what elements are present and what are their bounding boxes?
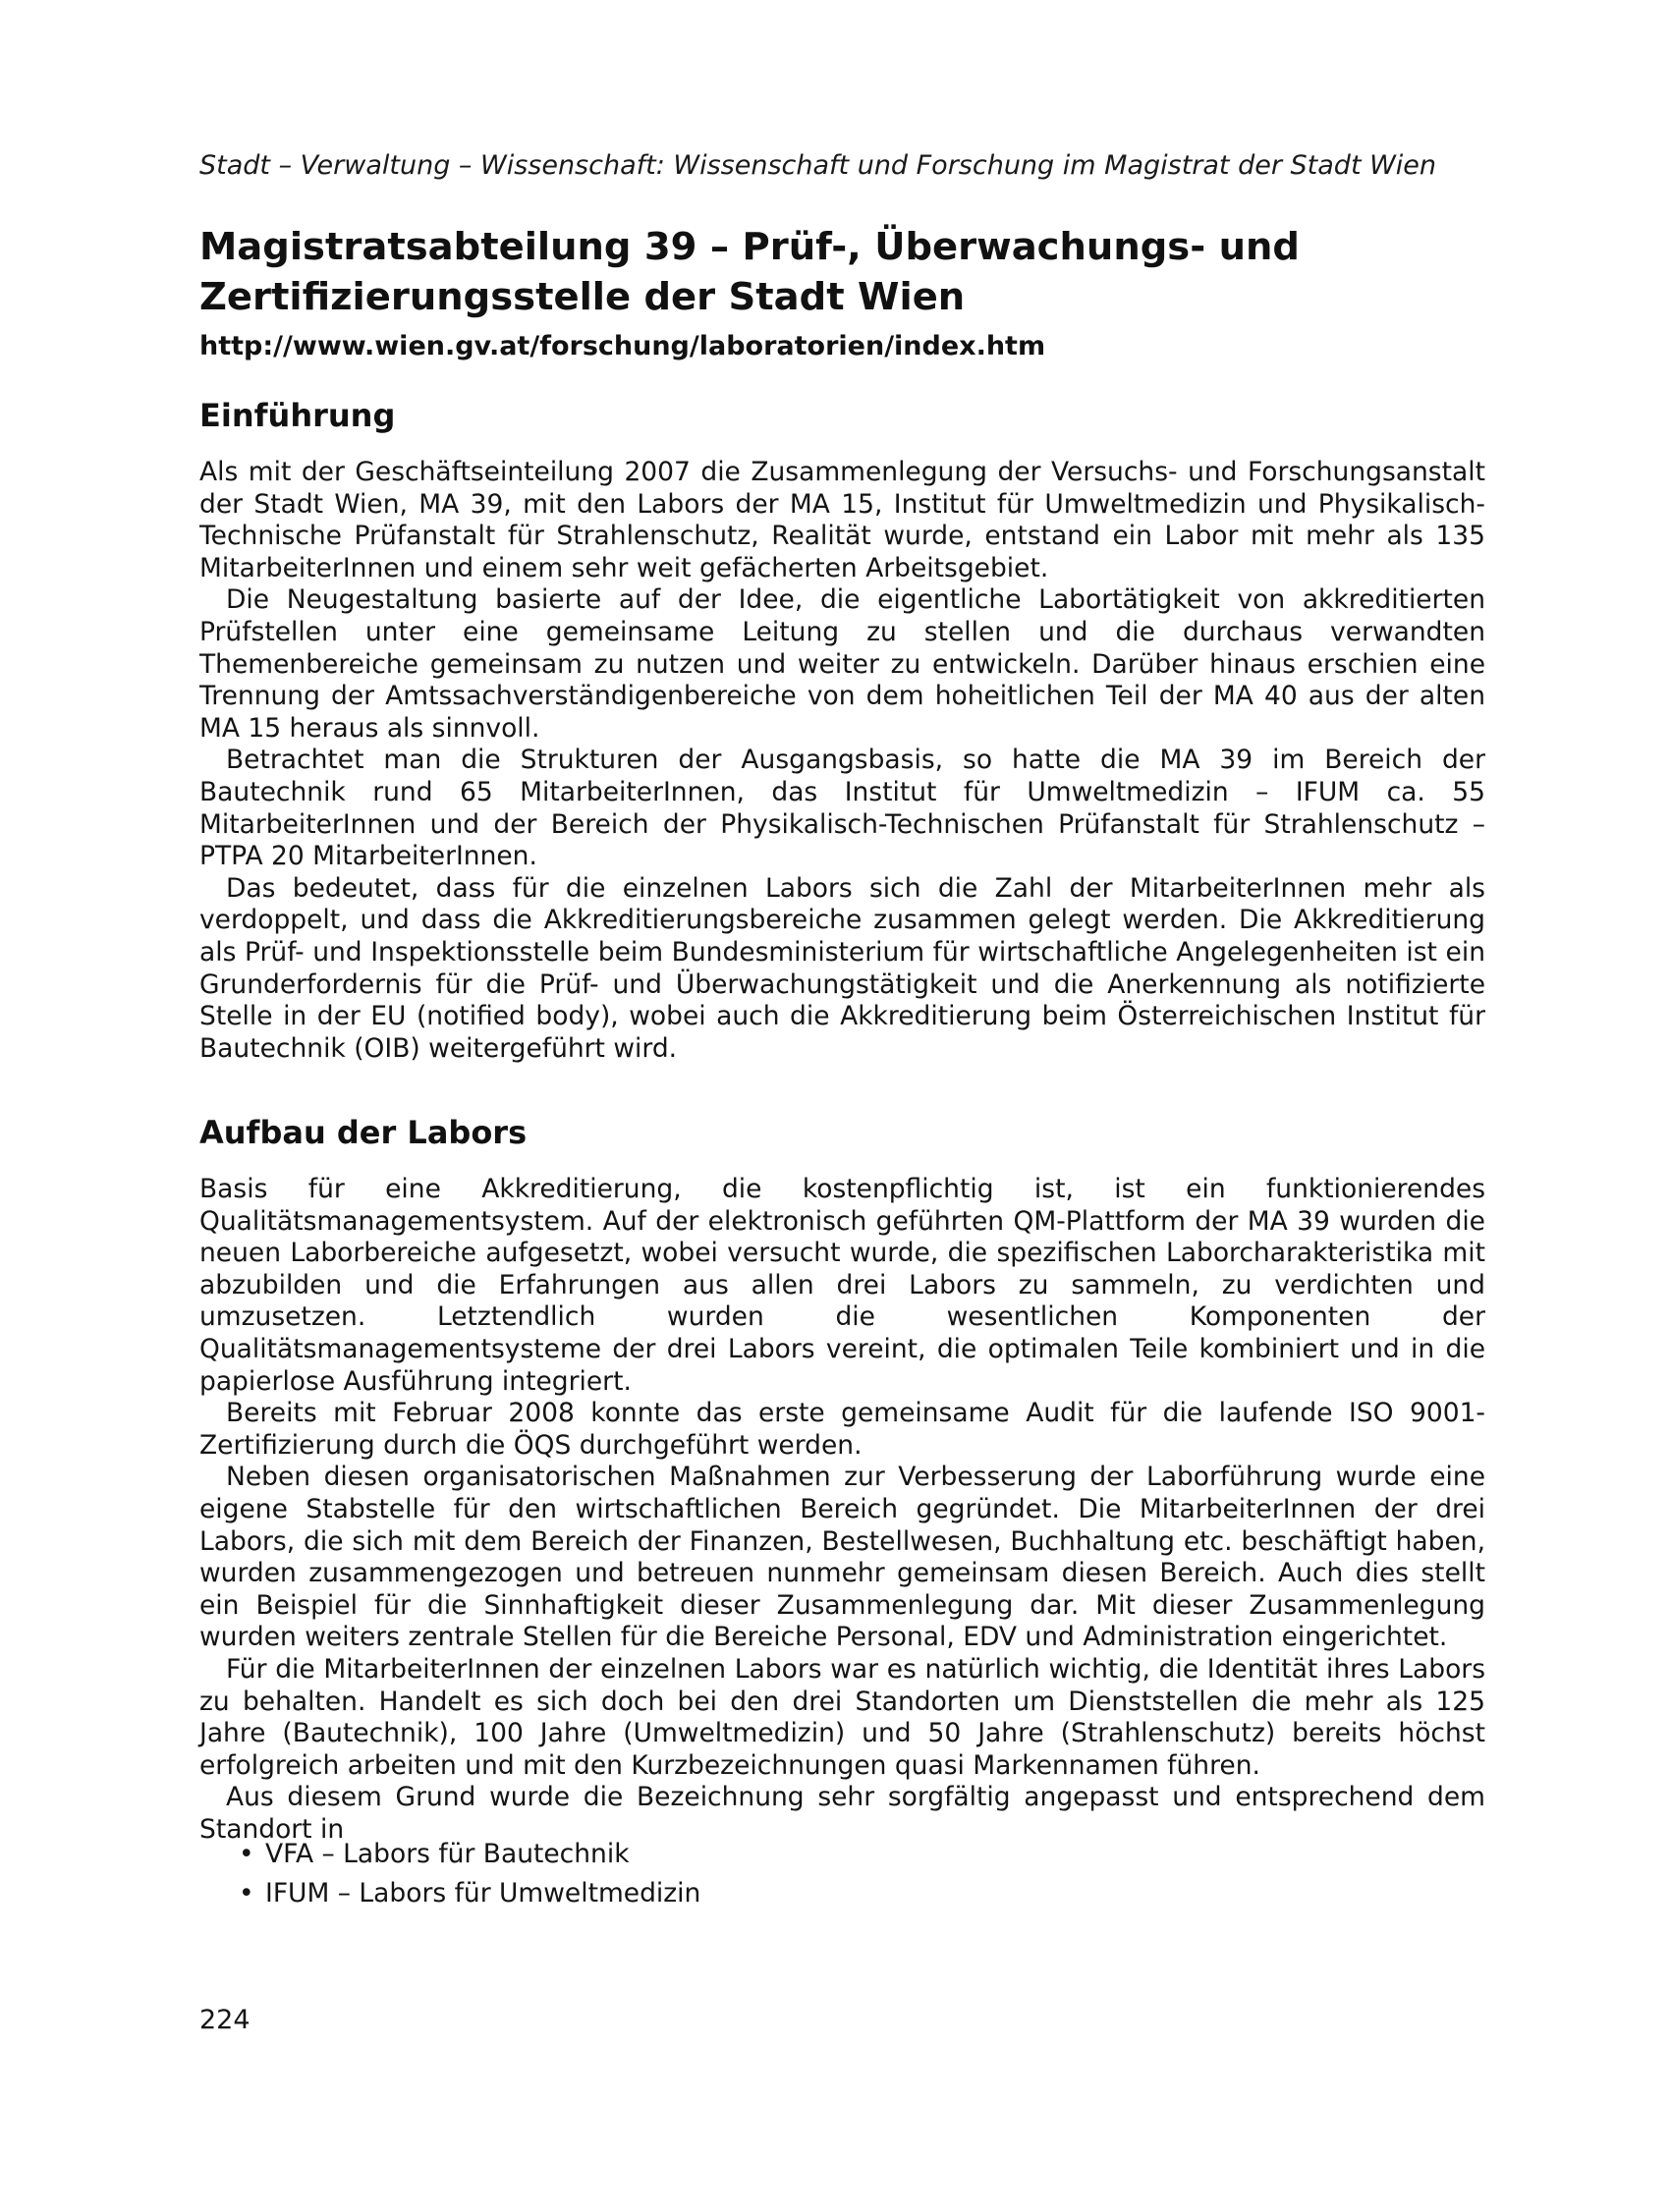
paragraph: Für die MitarbeiterInnen der einzelnen Labors war es natürlich wichtig, die Identität ihres Labors zu behalten. Handelt es sich doch bei den drei Standorten um Dienststellen die mehr als 125 Jahre (Bautechnik), 100 Jahre (Umweltmedizin) und 50 Jahre (Strahlenschutz) bereits höchst erfolgreich arbeiten und mit den Kurzbezeichnungen quasi Markennamen führen. <box>199 1653 1485 1781</box>
list-item <box>199 1835 700 1874</box>
paragraph: Neben diesen organisatorischen Maßnahmen zur Verbesserung der Laborführung wurde eine eigene Stabstelle für den wirtschaftlichen Bereich gegründet. Die MitarbeiterInnen der drei Labors, die sich mit dem Bereich der Finanzen, Bestellwesen, Buchhaltung etc. beschäftigt haben, wurden zusammengezogen und betreuen nunmehr gemeinsam diesen Bereich. Auch dies stellt ein Beispiel für die Sinnhaftigkeit dieser Zusammenlegung dar. Mit dieser Zusammenlegung wurden weiters zentrale Stellen für die Bereiche Personal, EDV und Administration eingerichtet. <box>199 1462 1485 1653</box>
list-item-text: VFA – Labors für Bautechnik <box>265 1839 630 1869</box>
section-body-einfuehrung <box>199 457 1485 1065</box>
paragraph: Betrachtet man die Strukturen der Ausgangsbasis, so hatte die MA 39 im Bereich der Bautechnik rund 65 MitarbeiterInnen, das Institut für Umweltmedizin – IFUM ca. 55 MitarbeiterInnen und der Bereich der Physikalisch-Technischen Prüfanstalt für Strahlenschutz – PTPA 20 MitarbeiterInnen. <box>199 745 1485 872</box>
paragraph: Das bedeutet, dass für die einzelnen Labors sich die Zahl der MitarbeiterInnen mehr als verdoppelt, und dass die Akkreditierungsbereiche zusammen gelegt werden. Die Akkreditierung als Prüf- und Inspektionsstelle beim Bundesministerium für wirtschaftliche Angelegenheiten ist ein Grunderfordernis für die Prüf- und Überwachungstätigkeit und die Anerkennung als notifizierte Stelle in der EU (notified body), wobei auch die Akkreditierung beim Österreichischen Institut für Bautechnik (OIB) weitergeführt wird. <box>199 872 1485 1064</box>
section-heading-aufbau-der-labors: Aufbau der Labors <box>199 1114 528 1151</box>
list-item-text: IFUM – Labors für Umweltmedizin <box>265 1878 701 1908</box>
list-item <box>199 1874 700 1913</box>
bullet-list <box>199 1835 700 1913</box>
bullet-icon: • <box>239 1839 254 1869</box>
paragraph: Aus diesem Grund wurde die Bezeichnung sehr sorgfältig angepasst und entsprechend dem Standort in <box>199 1782 1485 1845</box>
section-body-aufbau-der-labors <box>199 1174 1485 1846</box>
paragraph: Als mit der Geschäftseinteilung 2007 die Zusammenlegung der Versuchs- und Forschungsanstalt der Stadt Wien, MA 39, mit den Labors der MA 15, Institut für Umweltmedizin und Physikalisch-Technische Prüfanstalt für Strahlenschutz, Realität wurde, entstand ein Labor mit mehr als 135 MitarbeiterInnen und einem sehr weit gefächerten Arbeitsgebiet. <box>199 457 1485 583</box>
page-number: 224 <box>199 2005 251 2035</box>
section-heading-einfuehrung: Einführung <box>199 397 396 434</box>
title-line-1: Magistratsabteilung 39 – Prüf-, Überwachungs- und <box>199 225 1300 269</box>
paragraph: Bereits mit Februar 2008 konnte das erste gemeinsame Audit für die laufende ISO 9001-Zertifizierung durch die ÖQS durchgeführt werden. <box>199 1398 1485 1461</box>
page-title <box>199 222 1485 322</box>
bullet-icon: • <box>239 1878 254 1908</box>
paragraph: Basis für eine Akkreditierung, die kostenpflichtig ist, ist ein funktionierendes Qualitätsmanagementsystem. Auf der elektronisch geführten QM-Plattform der MA 39 wurden die neuen Laborbereiche aufgesetzt, wobei versucht wurde, die spezifischen Laborcharakteristika mit abzubilden und die Erfahrungen aus allen drei Labors zu sammeln, zu verdichten und umzusetzen. Letztendlich wurden die wesentlichen Komponenten der Qualitätsmanagementsysteme der drei Labors vereint, die optimalen Teile kombiniert und in die papierlose Ausführung integriert. <box>199 1174 1485 1397</box>
source-url: http://www.wien.gv.at/forschung/laboratorien/index.htm <box>199 331 1046 361</box>
paragraph: Die Neugestaltung basierte auf der Idee, die eigentliche Labortätigkeit von akkreditierten Prüfstellen unter eine gemeinsame Leitung zu stellen und die durchaus verwandten Themenbereiche gemeinsam zu nutzen und weiter zu entwickeln. Darüber hinaus erschien eine Trennung der Amtssachverständigenbereiche von dem hoheitlichen Teil der MA 40 aus der alten MA 15 heraus als sinnvoll. <box>199 584 1485 744</box>
title-line-2: Zertifizierungsstelle der Stadt Wien <box>199 275 966 319</box>
running-head: Stadt – Verwaltung – Wissenschaft: Wissenschaft und Forschung im Magistrat der Stadt Wien <box>199 150 1437 181</box>
